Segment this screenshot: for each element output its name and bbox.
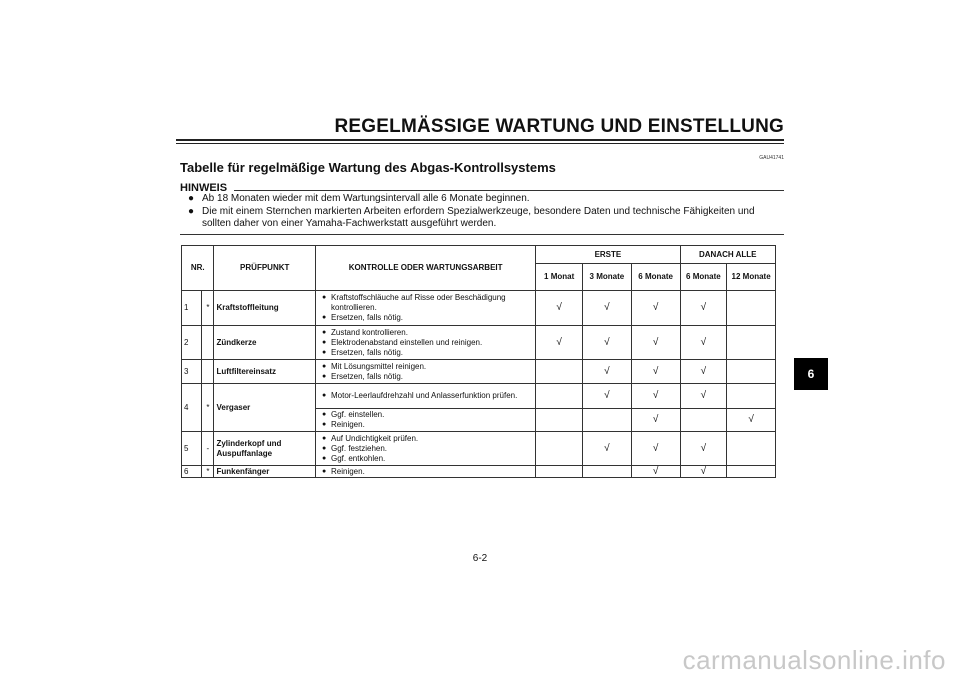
check-empty <box>536 466 583 478</box>
row-item: Kraftstoffleitung <box>214 291 316 326</box>
check-mark: √ <box>631 432 680 466</box>
bullet-icon: ● <box>321 294 327 301</box>
header-after-12-months: 12 Monate <box>727 264 776 291</box>
bullet-icon: ● <box>188 206 195 217</box>
header-rule-thin <box>176 143 784 144</box>
row-tasks <box>315 432 535 466</box>
row-number: 4 <box>182 384 202 432</box>
header-item: PRÜFPUNKT <box>214 246 316 291</box>
row-tasks <box>315 291 535 326</box>
bullet-icon: ● <box>321 328 327 336</box>
task-text: Ggf. festziehen. <box>330 443 388 453</box>
row-star: * <box>202 384 214 432</box>
row-tasks <box>315 326 535 360</box>
check-empty <box>727 360 776 384</box>
check-mark: √ <box>680 360 727 384</box>
task-text: Zustand kontrollieren. <box>330 327 408 337</box>
note-list <box>188 193 784 231</box>
check-mark: √ <box>536 291 583 326</box>
check-empty <box>727 326 776 360</box>
check-empty <box>536 360 583 384</box>
maintenance-table <box>181 245 776 478</box>
table-row <box>182 384 776 409</box>
note-text: Ab 18 Monaten wieder mit dem Wartungsintervall alle 6 Monate beginnen. <box>202 193 530 204</box>
task-line <box>322 454 533 464</box>
check-mark: √ <box>583 384 632 409</box>
row-star <box>202 326 214 360</box>
task-text: Ggf. entkohlen. <box>330 453 386 463</box>
check-mark: √ <box>536 326 583 360</box>
task-line <box>322 293 533 313</box>
task-text: Auf Undichtigkeit prüfen. <box>330 433 419 443</box>
bullet-icon: ● <box>321 434 327 442</box>
check-mark: √ <box>583 326 632 360</box>
row-number: 6 <box>182 466 202 478</box>
page-header-title: REGELMÄSSIGE WARTUNG UND EINSTELLUNG <box>334 116 784 137</box>
section-title: Tabelle für regelmäßige Wartung des Abgas-Kontrollsystems <box>180 160 556 175</box>
header-after-6-months: 6 Monate <box>680 264 727 291</box>
row-item: Zylinderkopf und Auspuffanlage <box>214 432 316 466</box>
page-number: 6-2 <box>472 553 488 564</box>
header-work: KONTROLLE ODER WARTUNGSARBEIT <box>315 246 535 291</box>
bullet-icon: ● <box>188 193 195 204</box>
bullet-icon: ● <box>321 444 327 452</box>
task-text: Reinigen. <box>330 420 365 429</box>
table-row <box>182 466 776 478</box>
check-empty <box>727 291 776 326</box>
check-mark: √ <box>680 466 727 478</box>
table-row <box>182 291 776 326</box>
watermark: carmanualsonline.info <box>682 645 946 675</box>
task-text: Reinigen. <box>330 466 365 476</box>
check-empty <box>536 409 583 432</box>
check-mark: √ <box>631 291 680 326</box>
row-item: Vergaser <box>214 384 316 432</box>
check-mark: √ <box>631 326 680 360</box>
bullet-icon: ● <box>321 348 327 356</box>
task-text: Ersetzen, falls nötig. <box>330 313 404 322</box>
task-line <box>322 420 533 430</box>
check-mark: √ <box>583 291 632 326</box>
bullet-icon: ● <box>321 372 327 380</box>
header-1-month: 1 Monat <box>536 264 583 291</box>
note-end-rule <box>180 234 784 235</box>
header-rule <box>176 139 784 141</box>
task-text: Ersetzen, falls nötig. <box>330 347 404 357</box>
check-mark: √ <box>631 409 680 432</box>
table-row <box>182 326 776 360</box>
header-3-months: 3 Monate <box>583 264 632 291</box>
task-line <box>322 410 533 420</box>
task-text: Ersetzen, falls nötig. <box>330 371 404 381</box>
task-text: Motor-Leerlaufdrehzahl und Anlasserfunktion prüfen. <box>330 391 518 400</box>
check-empty <box>536 384 583 409</box>
check-empty <box>727 384 776 409</box>
note-item <box>188 193 784 205</box>
task-text: Ggf. einstellen. <box>330 410 385 419</box>
bullet-icon: ● <box>321 421 327 428</box>
header-after: DANACH ALLE <box>680 246 776 264</box>
task-line <box>322 338 533 348</box>
task-line <box>322 444 533 454</box>
row-number: 2 <box>182 326 202 360</box>
check-mark: √ <box>631 360 680 384</box>
check-mark: √ <box>680 432 727 466</box>
check-empty <box>680 409 727 432</box>
row-number: 5 <box>182 432 202 466</box>
row-star: * <box>202 466 214 478</box>
check-empty <box>727 466 776 478</box>
header-first: ERSTE <box>536 246 680 264</box>
header-6-months: 6 Monate <box>631 264 680 291</box>
check-mark: √ <box>583 360 632 384</box>
task-line <box>322 391 533 401</box>
section-code: GAU41741 <box>759 155 784 161</box>
check-empty <box>583 409 632 432</box>
task-text: Elektrodenabstand einstellen und reinigen. <box>330 337 483 347</box>
task-line <box>322 434 533 444</box>
note-rule <box>234 190 784 191</box>
bullet-icon: ● <box>321 338 327 346</box>
header-nr: NR. <box>182 246 214 291</box>
row-star <box>202 360 214 384</box>
table-row <box>182 360 776 384</box>
note-item <box>188 206 784 230</box>
check-mark: √ <box>631 384 680 409</box>
bullet-icon: ● <box>321 362 327 370</box>
check-mark: √ <box>583 432 632 466</box>
row-tasks <box>315 360 535 384</box>
task-line <box>322 313 533 323</box>
bullet-icon: ● <box>321 467 327 475</box>
row-tasks <box>315 384 535 409</box>
task-line <box>322 467 533 477</box>
bullet-icon: ● <box>321 411 327 418</box>
row-tasks <box>315 409 535 432</box>
task-text: Mit Lösungsmittel reinigen. <box>330 361 427 371</box>
check-empty <box>583 466 632 478</box>
check-mark: √ <box>680 326 727 360</box>
note-text: Die mit einem Sternchen markierten Arbeiten erfordern Spezialwerkzeuge, besondere Daten und technische Fähigkeiten und sollten daher von einer Yamaha-Fachwerkstatt ausgeführt werden. <box>202 206 755 229</box>
row-star: * <box>202 291 214 326</box>
task-text: Kraftstoffschläuche auf Risse oder Beschädigung kontrollieren. <box>330 293 506 312</box>
task-line <box>322 362 533 372</box>
check-mark: √ <box>680 384 727 409</box>
check-mark: √ <box>727 409 776 432</box>
table-row <box>182 432 776 466</box>
row-number: 1 <box>182 291 202 326</box>
check-mark: √ <box>680 291 727 326</box>
check-empty <box>536 432 583 466</box>
task-line <box>322 372 533 382</box>
note-label: HINWEIS <box>180 182 228 194</box>
row-item: Zündkerze <box>214 326 316 360</box>
row-tasks <box>315 466 535 478</box>
row-star: - <box>202 432 214 466</box>
task-line <box>322 328 533 338</box>
check-mark: √ <box>631 466 680 478</box>
row-item: Luftfiltereinsatz <box>214 360 316 384</box>
row-number: 3 <box>182 360 202 384</box>
check-empty <box>727 432 776 466</box>
row-item: Funkenfänger <box>214 466 316 478</box>
bullet-icon: ● <box>321 392 327 399</box>
bullet-icon: ● <box>321 454 327 462</box>
chapter-tab: 6 <box>794 358 828 390</box>
bullet-icon: ● <box>321 314 327 321</box>
task-line <box>322 348 533 358</box>
